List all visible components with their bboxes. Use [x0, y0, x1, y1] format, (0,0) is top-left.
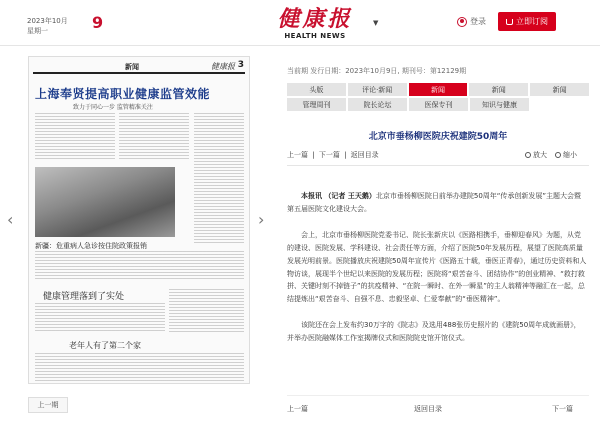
zoom-in-label: 放大: [533, 151, 547, 159]
date-day: 9: [92, 13, 104, 32]
subscribe-label: 立即订阅: [516, 17, 548, 26]
text-column[interactable]: [119, 113, 189, 161]
logo-cn: 健康报: [277, 6, 353, 32]
zoom-in-icon: [525, 152, 531, 158]
page-article-headline[interactable]: 新疆：危重病人急诊按住院政策报销: [35, 242, 147, 250]
nav-item[interactable]: 管理周刊: [287, 98, 346, 111]
date-month: 2023年10月: [27, 17, 68, 25]
newspaper-page-preview[interactable]: [28, 56, 250, 384]
prev-issue-button[interactable]: 上一期: [28, 397, 68, 413]
prev-article-link[interactable]: 上一篇: [287, 151, 308, 159]
news-photo[interactable]: [35, 167, 175, 237]
article-text: 北京市垂杨柳医院日前举办建院50周年“传承创新发展”主题大会暨第五届医院文化建设大会。: [287, 192, 582, 213]
zoom-out-icon: [555, 152, 561, 158]
nav-item[interactable]: 评论·新闻: [348, 83, 407, 96]
user-icon: [457, 17, 467, 27]
nav-item[interactable]: 医保专刊: [409, 98, 468, 111]
next-page-arrow[interactable]: ›: [258, 210, 265, 229]
article-byline: 本报讯 （记者 王天鹅）: [301, 192, 376, 200]
zoom-controls: [525, 150, 577, 160]
article-title: 北京市垂杨柳医院庆祝建院50周年: [368, 132, 508, 142]
issue-date: [27, 16, 68, 36]
chevron-down-icon[interactable]: ▼: [373, 19, 379, 27]
article-body: [287, 190, 587, 358]
text-column[interactable]: [35, 353, 244, 381]
separator: |: [344, 151, 347, 159]
page-article-headline[interactable]: 老年人有了第二个家: [69, 341, 141, 350]
page-headline[interactable]: 上海奉贤提高职业健康监管效能: [35, 87, 211, 101]
issue-info: 当前期 发行日期：2023年10月9日, 期刊号：第12129期: [287, 67, 467, 75]
text-column[interactable]: [194, 113, 244, 243]
zoom-out-button[interactable]: [555, 150, 577, 160]
nav-item-active[interactable]: 新闻: [409, 83, 468, 96]
login-label: 登录: [470, 17, 486, 26]
zoom-out-label: 缩小: [563, 151, 577, 159]
text-column[interactable]: [35, 113, 115, 161]
page-subheadline: 致力于同心一步 监管精准关注: [73, 104, 153, 111]
article-paragraph: [287, 190, 587, 216]
page-number: 3: [237, 60, 244, 70]
text-column[interactable]: [169, 289, 244, 333]
section-nav: [287, 83, 589, 113]
logo-en: HEALTH NEWS: [284, 32, 346, 40]
nav-item[interactable]: 头版: [287, 83, 346, 96]
nav-item[interactable]: 新闻: [469, 83, 528, 96]
subscribe-button[interactable]: [498, 12, 556, 31]
prev-page-arrow[interactable]: ‹: [7, 210, 14, 229]
separator: |: [312, 151, 315, 159]
cart-icon: [506, 19, 513, 25]
nav-item[interactable]: 院长论坛: [348, 98, 407, 111]
article-toolbar: [287, 150, 589, 162]
nav-item[interactable]: 知识与健康: [470, 98, 529, 111]
article-paragraph: 该院还在会上发布约30万字的《院志》及选用488张历史照片的《建院50周年成就画册》，并举办医院融媒体工作室揭牌仪式和医院院史馆开馆仪式。: [287, 321, 581, 343]
footer-back-link[interactable]: 返回目录: [414, 405, 442, 413]
nav-row: [287, 98, 589, 111]
site-logo[interactable]: [265, 6, 365, 41]
login-link[interactable]: [457, 16, 486, 27]
text-column[interactable]: [35, 303, 165, 333]
page-logo: 健康报: [211, 62, 235, 71]
next-article-link[interactable]: 下一篇: [318, 151, 340, 159]
divider: [287, 395, 589, 396]
article-paragraph: 会上，北京市垂杨柳医院党委书记、院长张新庆以《医路相携手，垂柳迎春风》为题，从党的建设、医院发展、学科建设、社会责任等方面，介绍了医院50年发展历程，展望了医院高质量发展光明前景。医院播放庆祝建院50周年宣传片《医路五十载，垂医正青春》，通过历史资料和人物访谈，展现半个世纪以来医院的发展历程；医院将“艰苦奋斗、团结协作”的创业精神、“救打救拼、关键时刻不掉链子”的抗疫精神、“在院一瞬时、在外一瞬星”的主人翁精神等融汇在一起，总结提炼出“艰苦奋斗、自强不息、忠毅坚卓、仁爱奉献”的“垂医精神”。: [287, 230, 587, 304]
date-weekday: 星期一: [27, 27, 48, 35]
article-nav-links: [287, 150, 381, 160]
nav-row: [287, 83, 589, 96]
page-masthead: [33, 60, 245, 74]
site-header: [0, 0, 600, 46]
text-column[interactable]: [35, 251, 244, 279]
page-section: 新闻: [125, 63, 139, 71]
divider: [287, 165, 589, 166]
back-to-index-link[interactable]: 返回目录: [350, 151, 379, 159]
footer-prev-link[interactable]: 上一篇: [287, 405, 308, 413]
nav-item[interactable]: 新闻: [530, 83, 589, 96]
page-article-headline[interactable]: 健康管理落到了实处: [43, 292, 125, 302]
footer-next-link[interactable]: 下一篇: [552, 405, 573, 413]
zoom-in-button[interactable]: [525, 150, 547, 160]
